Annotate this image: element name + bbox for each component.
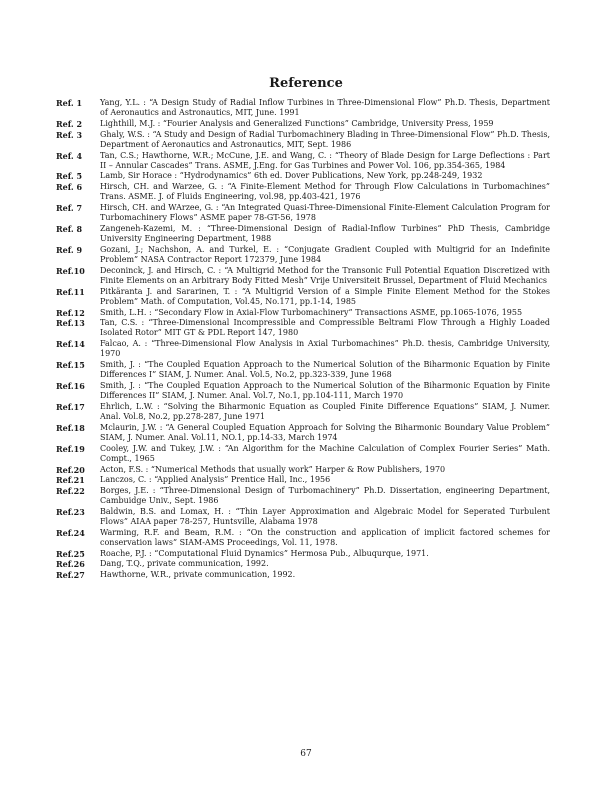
reference-entry <box>56 318 550 338</box>
reference-text: Ghaly, W.S. : “A Study and Design of Radial Turbomachinery Blading in Three-Dimensional Flow” Ph.D. Thesis, Department of Aeronautics and Astronautics, MIT, Sept. 1986 <box>100 129 550 149</box>
reference-text: Baldwin, B.S. and Lomax, H. : “Thin Layer Approximation and Algebraic Model for Seperated Turbulent Flows” AIAA paper 78-257, Huntsville, Alabama 1978 <box>100 506 550 527</box>
reference-text: Tan, C.S. : “Three-Dimensional Incompressible and Compressible Beltrami Flow Through a Highly Loaded Isolated Rotor” MIT GT & PDL Report 147, 1980 <box>100 318 550 338</box>
reference-number: Ref.18 <box>56 422 85 433</box>
reference-text: Cooley, J.W. and Tukey, J.W. : “An Algorithm for the Machine Calculation of Complex Fourier Series” Math. Compt., 1965 <box>100 443 550 463</box>
reference-number: Ref. 2 <box>56 118 83 129</box>
reference-entry <box>56 266 550 286</box>
reference-text: Pitkäranta J. and Sararinen, T. : “A Multigrid Version of a Simple Finite Element Method for the Stokes Problem” Math. of Computation, Vol.45, No.171, pp.1-14, 1985 <box>100 286 550 306</box>
reference-entry <box>56 475 550 485</box>
reference-text: Zangeneh-Kazemi, M. : “Three-Dimensional Design of Radial-Inflow Turbines” PhD Thesis, Cambridge University Engineering Department, 1988 <box>100 223 550 244</box>
reference-number: Ref. 5 <box>56 171 83 182</box>
reference-text: Lanczos, C. : “Applied Analysis” Prentice Hall, Inc., 1956 <box>100 475 331 485</box>
reference-number: Ref.14 <box>56 339 85 350</box>
reference-text: Smith, J. : “The Coupled Equation Approach to the Numerical Solution of the Biharmonic Equation by Finite Differences I” SIAM, J. Numer. Anal. Vol.5, No.2, pp.323-339, June 1968 <box>100 360 550 380</box>
reference-entry <box>56 528 550 548</box>
reference-number: Ref. 4 <box>56 150 83 161</box>
reference-text: Borges, J.E. : “Three-Dimensional Design of Turbomachinery” Ph.D. Dissertation, engineering Department, Cambuidge Univ., Sept. 1986 <box>100 486 550 506</box>
reference-entry <box>56 287 550 307</box>
reference-text: Roache, P.J. : “Computational Fluid Dynamics” Hermosa Pub., Albuqurque, 1971. <box>100 548 429 558</box>
reference-text: Deconinck, J. and Hirsch, C. : “A Multigrid Method for the Transonic Full Potential Equation Discretized with Finite Elements on an Arbitrary Body Fitted Mesh” Vrije Universiteit Brussel, Department of Fluid Mechanics <box>100 265 550 285</box>
reference-number: Ref.26 <box>56 559 85 570</box>
reference-number: Ref.12 <box>56 307 85 318</box>
reference-entry <box>56 507 550 527</box>
reference-number: Ref. 7 <box>56 203 83 214</box>
reference-text: Acton, F.S. : “Numerical Methods that usually work” Harper & Row Publishers, 1970 <box>100 464 446 474</box>
reference-entry <box>56 360 550 380</box>
reference-number: Ref.22 <box>56 486 85 497</box>
reference-entry <box>56 245 550 265</box>
reference-entry <box>56 444 550 464</box>
reference-text: Hirsch, CH. and WArzee, G. : “An Integrated Quasi-Three-Dimensional Finite-Element Calculation Program for Turbomachinery Flows” ASME paper 78-GT-56, 1978 <box>100 203 550 223</box>
reference-text: Tan, C.S.; Hawthorne, W.R.; McCune, J.E. and Wang, C. : “Theory of Blade Design for Large Deflections : Part II – Annular Cascades” Trans. ASME, J.Eng. for Gas Turbines and Power Vol. 106, pp.354-365, 1984 <box>100 150 550 170</box>
reference-entry <box>56 381 550 401</box>
reference-number: Ref.24 <box>56 527 85 538</box>
reference-entry <box>56 130 550 150</box>
reference-entry <box>56 486 550 506</box>
reference-entry <box>56 339 550 359</box>
reference-entry <box>56 402 550 422</box>
reference-entry <box>56 98 550 118</box>
reference-number: Ref.27 <box>56 570 85 581</box>
reference-number: Ref.13 <box>56 318 85 329</box>
reference-number: Ref. 6 <box>56 182 83 193</box>
reference-text: Falcao, A. : “Three-Dimensional Flow Analysis in Axial Turbomachines” Ph.D. thesis, Cambridge University, 1970 <box>100 339 550 359</box>
reference-entry <box>56 151 550 171</box>
reference-text: Smith, L.H. : “Secondary Flow in Axial-Flow Turbomachinery” Transactions ASME, pp.1065-1076, 1955 <box>100 307 523 317</box>
reference-entry <box>56 171 550 181</box>
page-title: Reference <box>269 76 343 91</box>
reference-number: Ref. 9 <box>56 244 83 255</box>
reference-number: Ref.10 <box>56 265 85 276</box>
reference-text: Yang, Y.L. : “A Design Study of Radial Inflow Turbines in Three-Dimensional Flow” Ph.D. Thesis, Department of Aeronautics and Astronautics, MIT, June. 1991 <box>100 98 550 118</box>
reference-number: Ref. 3 <box>56 129 83 140</box>
reference-number: Ref.16 <box>56 380 85 391</box>
reference-text: Gozani, J.; Nachshon, A. and Turkel, E. : “Conjugate Gradient Coupled with Multigrid for an Indefinite Problem” NASA Contractor Report 172379, June 1984 <box>100 244 550 265</box>
reference-number: Ref.11 <box>56 286 85 297</box>
reference-entry <box>56 465 550 475</box>
reference-entry <box>56 423 550 443</box>
reference-entry <box>56 119 550 129</box>
reference-entry <box>56 203 550 223</box>
reference-number: Ref.17 <box>56 401 85 412</box>
reference-text: Warming, R.F. and Beam, R.M. : “On the construction and application of implicit factored schemes for conservation laws” SIAM-AMS Proceedings, Vol. 11, 1978. <box>100 527 550 548</box>
reference-text: Lamb, Sir Horace : “Hydrodynamics” 6th ed. Dover Publications, New York, pp.248-249, 1932 <box>100 171 483 181</box>
reference-entry <box>56 559 550 569</box>
reference-number: Ref.19 <box>56 443 85 454</box>
reference-number: Ref.15 <box>56 360 85 371</box>
page-number: 67 <box>300 749 312 759</box>
reference-text: Lighthill, M.J. : “Fourier Analysis and Generalized Functions” Cambridge, University Press, 1959 <box>100 118 494 128</box>
reference-number: Ref. 8 <box>56 223 83 234</box>
reference-number: Ref. 1 <box>56 98 83 108</box>
reference-text: Mclaurin, J.W. : “A General Coupled Equation Approach for Solving the Biharmonic Boundary Value Problem” SIAM, J. Numer. Anal. Vol.11, NO.1, pp.14-33, March 1974 <box>100 422 550 442</box>
reference-list <box>56 98 550 581</box>
reference-number: Ref.23 <box>56 506 85 517</box>
reference-text: Hirsch, CH. and Warzee, G. : “A Finite-Element Method for Through Flow Calculations in Turbomachines” Trans. ASME. J. of Fluids Engineering, vol.98, pp.403-421, 1976 <box>100 182 550 202</box>
reference-number: Ref.25 <box>56 548 85 559</box>
reference-text: Dang, T.Q., private communication, 1992. <box>100 559 269 569</box>
reference-number: Ref.20 <box>56 464 85 475</box>
reference-entry <box>56 224 550 244</box>
reference-entry <box>56 308 550 318</box>
reference-entry <box>56 570 550 580</box>
reference-number: Ref.21 <box>56 475 85 486</box>
reference-text: Smith, J. : “The Coupled Equation Approach to the Numerical Solution of the Biharmonic Equation by Finite Differences II” SIAM, J. Numer. Anal. Vol.7, No.1, pp.104-111, March 1970 <box>100 380 550 401</box>
reference-entry <box>56 182 550 202</box>
reference-text: Hawthorne, W.R., private communication, 1992. <box>100 570 296 580</box>
reference-entry <box>56 549 550 559</box>
reference-text: Ehrlich, L.W. : “Solving the Biharmonic Equation as Coupled Finite Difference Equations” SIAM, J. Numer. Anal. Vol.8, No.2, pp.278-287, June 1971 <box>100 401 550 422</box>
